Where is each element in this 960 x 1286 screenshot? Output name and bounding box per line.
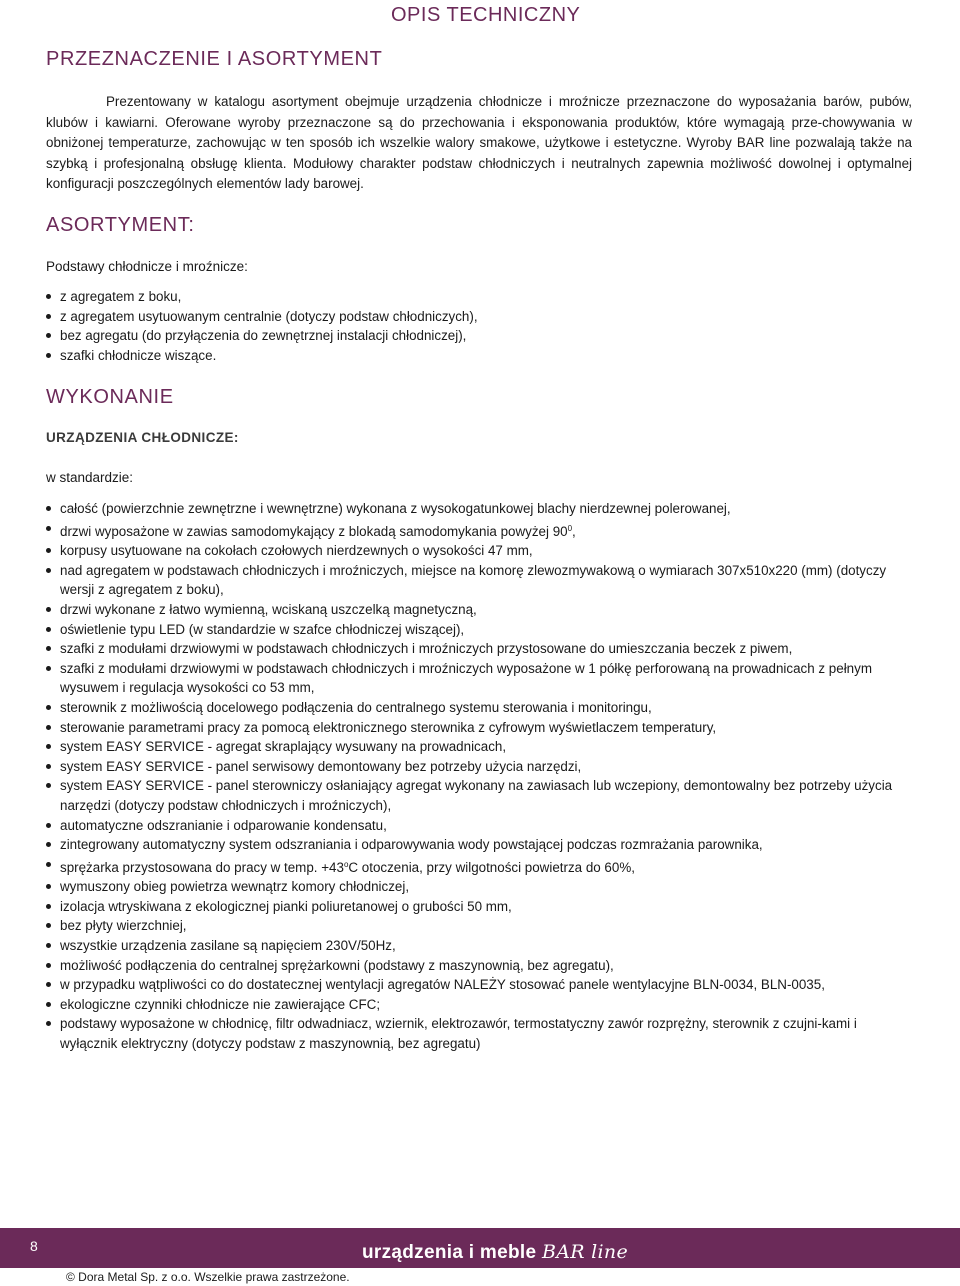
list-item: bez płyty wierzchniej, <box>46 916 912 936</box>
section-title-asortyment: ASORTYMENT: <box>46 214 195 236</box>
intro-paragraph <box>46 92 912 195</box>
list-item-text: sprężarka przystosowana do pracy w temp. +43 <box>60 859 344 875</box>
list-item: drzwi wykonane z łatwo wymienną, wciskaną uszczelką magnetyczną, <box>46 600 912 620</box>
section-title-przeznaczenie: PRZEZNACZENIE I ASORTYMENT <box>46 48 383 70</box>
degree-superscript: 0 <box>567 523 573 533</box>
list-item: sterowanie parametrami pracy za pomocą elektronicznego sterownika z cyfrowym wyświetlaczem temperatury, <box>46 718 912 738</box>
list-item: w przypadku wątpliwości co do dostatecznej wentylacji agregatów NALEŻY stosować panele wentylacyjne BLN-0034, BLN-0035, <box>46 975 912 995</box>
list-item: system EASY SERVICE - panel serwisowy demontowany bez potrzeby użycia narzędzi, <box>46 757 912 777</box>
list-item: oświetlenie typu LED (w standardzie w szafce chłodniczej wiszącej), <box>46 620 912 640</box>
list-item <box>46 519 912 542</box>
footer-brand-logo <box>362 1241 628 1264</box>
list-item: zintegrowany automatyczny system odszraniania i odparowywania wody powstającej podczas rozmrażania parownika, <box>46 835 912 855</box>
list-item: całość (powierzchnie zewnętrzne i wewnętrzne) wykonana z wysokogatunkowej blachy nierdzewnej polerowanej, <box>46 499 912 519</box>
asortyment-list <box>46 287 912 365</box>
brand-main-text: urządzenia i meble <box>362 1242 537 1263</box>
list-item <box>46 855 912 878</box>
list-item: ekologiczne czynniki chłodnicze nie zawierające CFC; <box>46 995 912 1015</box>
list-item-tail: C otoczenia, przy wilgotności powietrza do 60%, <box>348 859 635 875</box>
list-item: z agregatem usytuowanym centralnie (dotyczy podstaw chłodniczych), <box>46 307 912 327</box>
intro-paragraph-text: Prezentowany w katalogu asortyment obejmuje urządzenia chłodnicze i mroźnicze przeznaczone do wyposażania barów, pubów, klubów i kawiarni. Oferowane wyroby przeznaczone są do przechowania i eksponowania produktów, które wymagają prze-chowywania w obniżonej temperaturze, zachowując w ten sposób ich wszelkie walory smakowe, użytkowe i estetyczne. Wyroby BAR line pozwalają także na szybką i profesjonalną obsługę klienta. Modułowy charakter podstaw chłodniczych i neutralnych zapewnia możliwość dowolnej i optymalnej konfiguracji poszczególnych elementów lady barowej. <box>46 94 912 192</box>
list-item: izolacja wtryskiwana z ekologicznej pianki poliuretanowej o grubości 50 mm, <box>46 897 912 917</box>
list-item: bez agregatu (do przyłączenia do zewnętrznej instalacji chłodniczej), <box>46 326 912 346</box>
standard-label: w standardzie: <box>46 470 134 485</box>
list-item: korpusy usytuowane na cokołach czołowych nierdzewnych o wysokości 47 mm, <box>46 541 912 561</box>
list-item: nad agregatem w podstawach chłodniczych i mroźniczych, miejsce na komorę zlewozmywakową o wymiarach 307x510x220 (mm) (dotyczy wersji z agregatem z boku), <box>46 561 912 600</box>
page-header-title: OPIS TECHNICZNY <box>391 4 581 26</box>
subtitle-urzadzenia: URZĄDZENIA CHŁODNICZE: <box>46 430 239 445</box>
brand-bar-line-text: BAR line <box>541 1241 629 1263</box>
list-item: system EASY SERVICE - agregat skraplający wysuwany na prowadnicach, <box>46 737 912 757</box>
wykonanie-list <box>46 499 912 1054</box>
list-item: szafki z modułami drzwiowymi w podstawach chłodniczych i mroźniczych przystosowane do umieszczania beczek z piwem, <box>46 639 912 659</box>
list-item: podstawy wyposażone w chłodnicę, filtr odwadniacz, wziernik, elektrozawór, termostatyczny zawór rozprężny, sterownik z czujni-kami i wyłącznik elektryczny (dotyczy podstaw z maszynownią, bez agregatu) <box>46 1014 912 1053</box>
degree-superscript: o <box>343 859 349 869</box>
list-item: z agregatem z boku, <box>46 287 912 307</box>
section-title-wykonanie: WYKONANIE <box>46 386 174 408</box>
list-item: automatyczne odszranianie i odparowanie kondensatu, <box>46 816 912 836</box>
asortyment-intro: Podstawy chłodnicze i mroźnicze: <box>46 259 248 274</box>
footer-copyright: © Dora Metal Sp. z o.o. Wszelkie prawa zastrzeżone. <box>66 1270 350 1284</box>
list-item-text: drzwi wyposażone w zawias samodomykający z blokadą samodomykania powyżej 90 <box>60 523 568 539</box>
list-item: szafki z modułami drzwiowymi w podstawach chłodniczych i mroźniczych wyposażone w 1 półkę perforowaną na prowadnicach z pełnym wysuwem i regulacja wysokości co 53 mm, <box>46 659 912 698</box>
list-item: możliwość podłączenia do centralnej sprężarkowni (podstawy z maszynownią, bez agregatu), <box>46 956 912 976</box>
list-item: wymuszony obieg powietrza wewnątrz komory chłodniczej, <box>46 877 912 897</box>
list-item: system EASY SERVICE - panel sterowniczy osłaniający agregat wykonany na zawiasach lub wczepiony, demontowalny bez potrzeby użycia narzędzi (dotyczy podstaw chłodniczych i mroźniczych), <box>46 776 912 815</box>
page-number: 8 <box>30 1238 38 1254</box>
list-item: sterownik z możliwością docelowego podłączenia do centralnego systemu sterowania i monitoringu, <box>46 698 912 718</box>
list-item: szafki chłodnicze wiszące. <box>46 346 912 366</box>
list-item: wszystkie urządzenia zasilane są napięciem 230V/50Hz, <box>46 936 912 956</box>
list-item-tail: , <box>572 523 576 539</box>
